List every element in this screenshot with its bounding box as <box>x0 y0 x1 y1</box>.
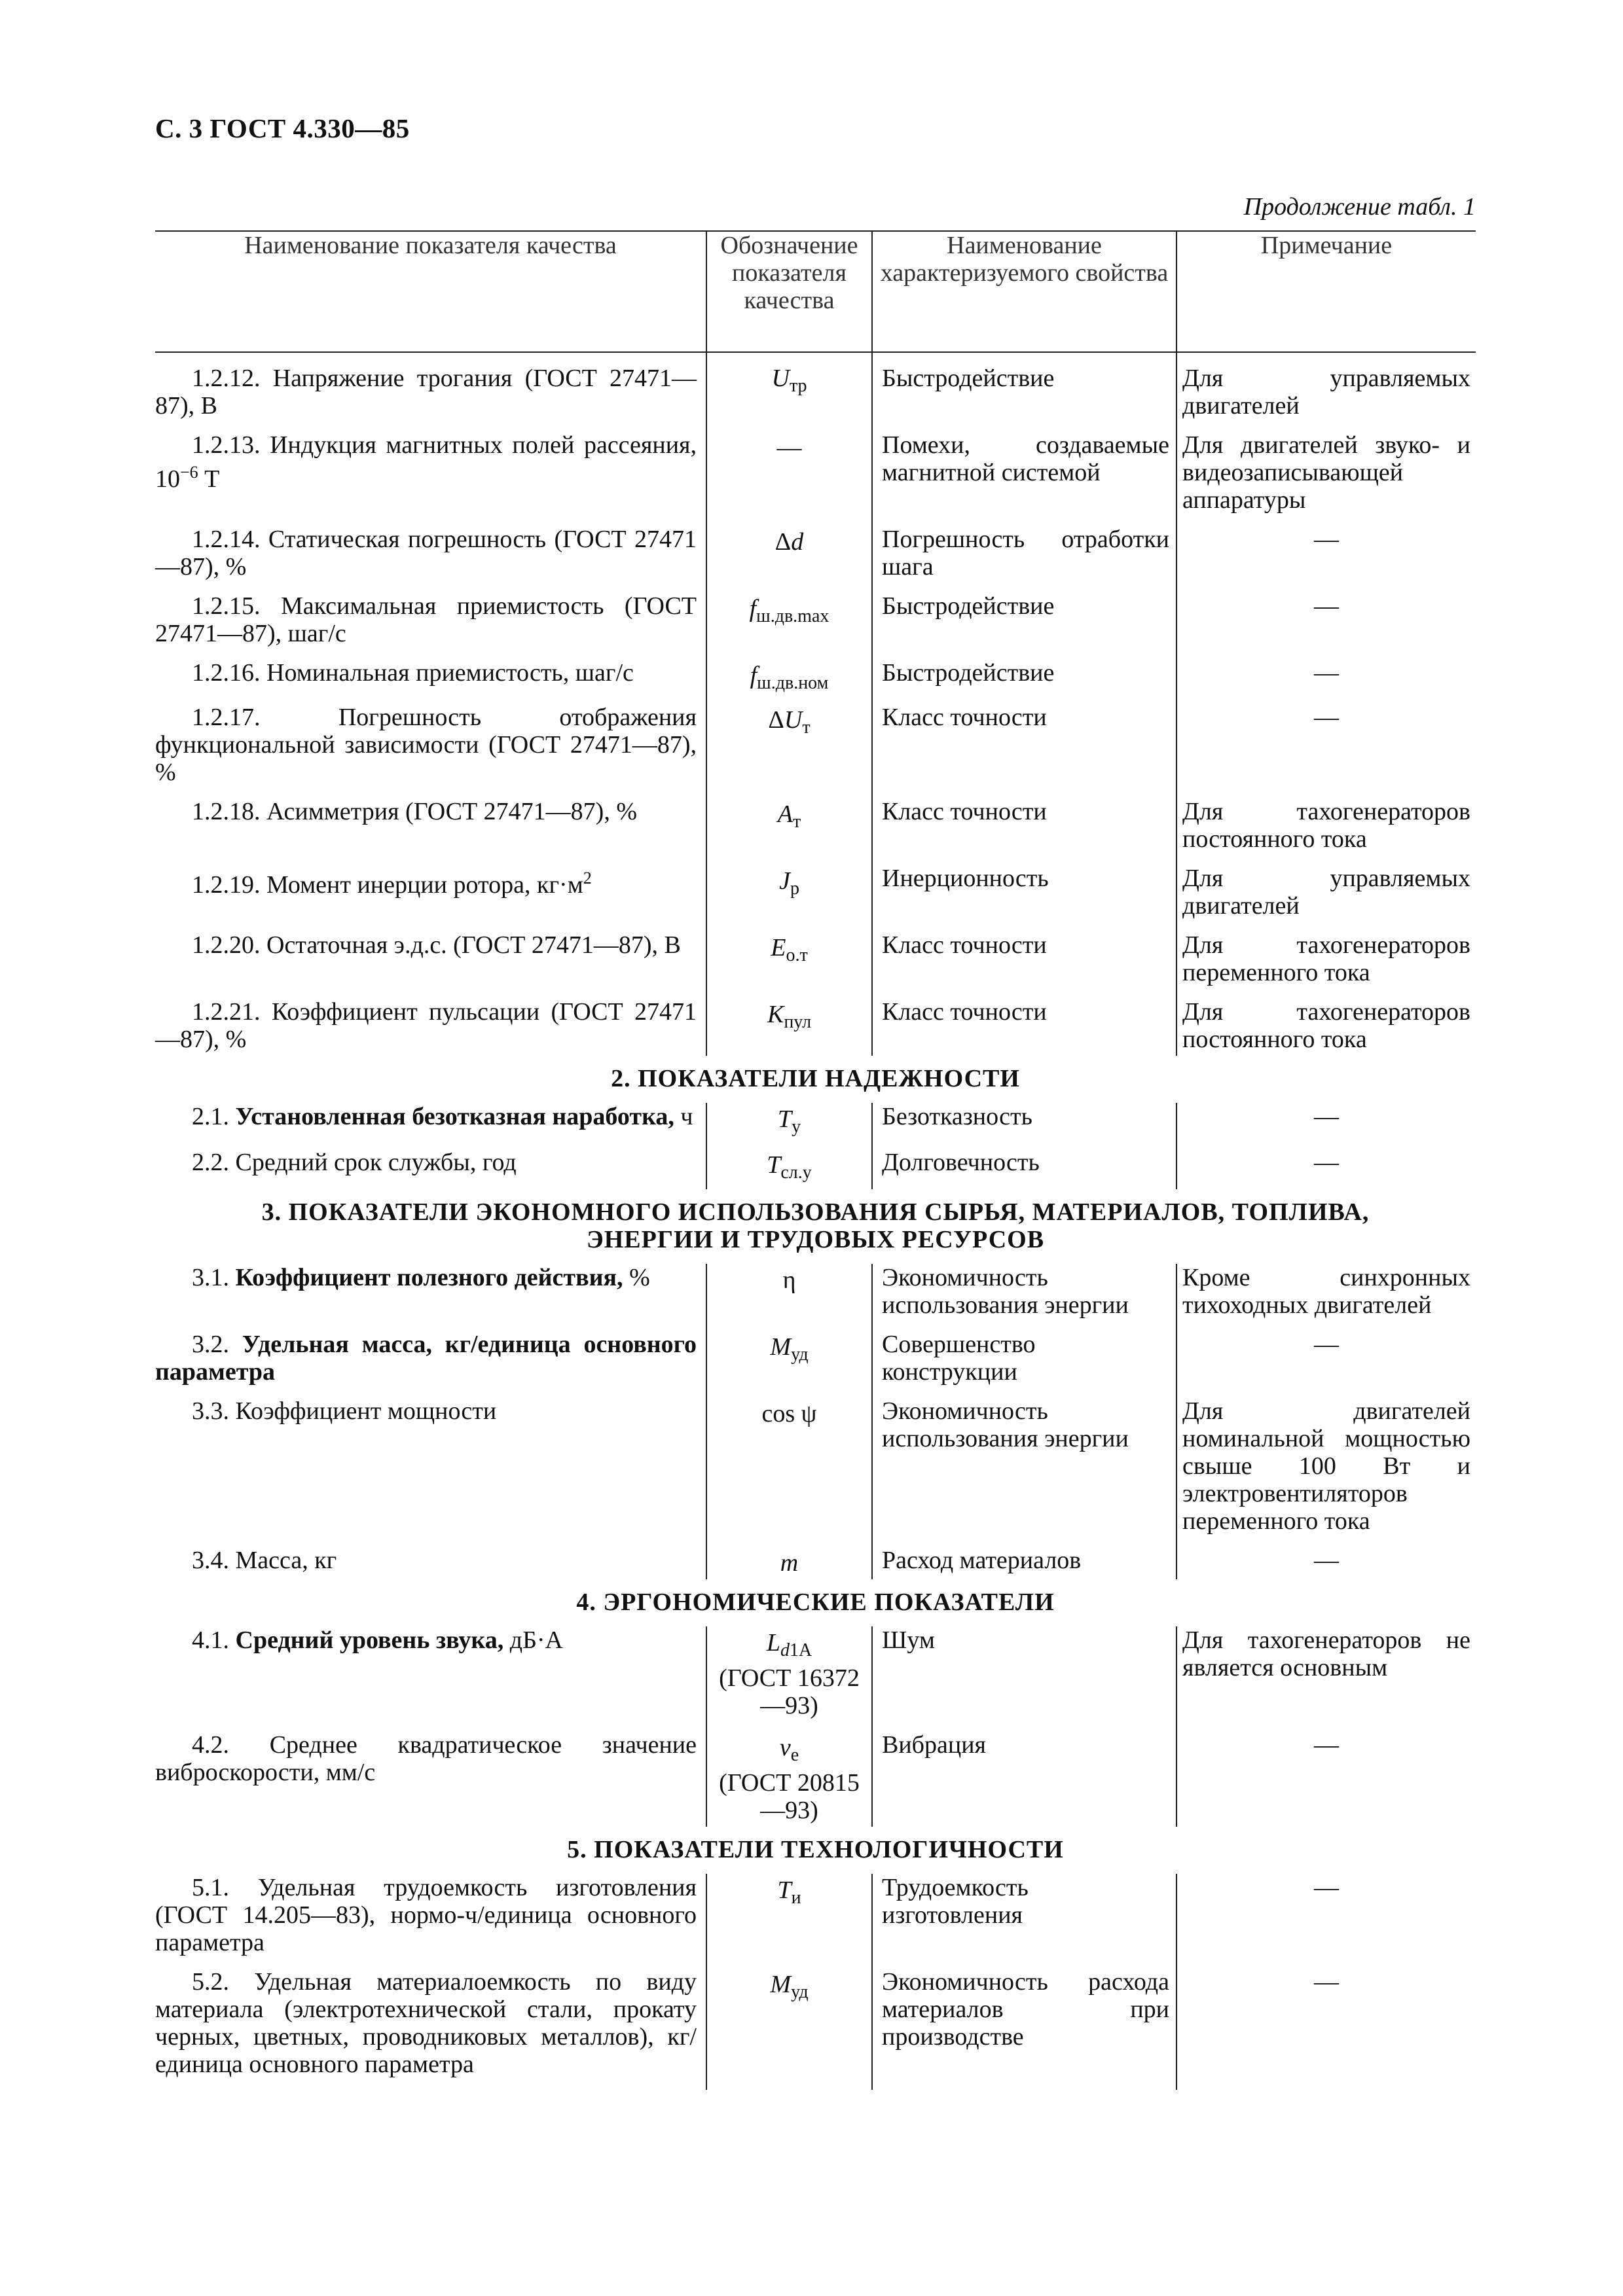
symbol-subscript: о.т <box>786 945 808 965</box>
note: Для тахогенераторов постоянного тока <box>1176 998 1476 1056</box>
property: Класс точности <box>872 798 1176 865</box>
table-row <box>155 1397 1476 1547</box>
table-row <box>155 865 1476 931</box>
symbol-main: f <box>749 595 757 622</box>
section-heading <box>155 1189 1476 1264</box>
indicator-text: Номинальная приемистость, шаг/с <box>266 659 634 687</box>
indicator-text: Максимальная приемистость (ГОСТ 27471—87), шаг/с <box>155 592 697 647</box>
indicator-symbol <box>706 1626 872 1731</box>
property: Класс точности <box>872 704 1176 798</box>
indicator-number: 3.3. <box>192 1397 229 1425</box>
unit: Т <box>198 465 220 493</box>
symbol-main: U <box>784 706 803 734</box>
section-heading-row <box>155 1056 1476 1103</box>
indicator-symbol: cos ψ <box>706 1397 872 1547</box>
symbol-subscript: уд <box>791 1344 809 1365</box>
symbol-main: T <box>777 1105 792 1133</box>
indicator-symbol <box>706 798 872 865</box>
table-row <box>155 1331 1476 1397</box>
indicator-name <box>155 592 706 659</box>
indicator-symbol <box>706 1731 872 1827</box>
table-row <box>155 798 1476 865</box>
indicator-name <box>155 526 706 592</box>
indicator-name <box>155 1547 706 1579</box>
table-row <box>155 1103 1476 1149</box>
indicator-text: Момент инерции ротора, кг·м <box>266 871 583 899</box>
indicator-text: Коэффициент мощности <box>235 1397 497 1425</box>
exponent: 2 <box>583 869 592 888</box>
indicator-text: Средний срок службы, год <box>235 1149 517 1176</box>
table-row <box>155 1547 1476 1579</box>
note: — <box>1176 1103 1476 1149</box>
indicator-number: 3.4. <box>192 1547 229 1574</box>
note: Для двигателей звуко- и видеозаписывающей аппаратуры <box>1176 431 1476 526</box>
indicator-number: 3.2. <box>192 1331 229 1358</box>
indicator-number: 1.2.19. <box>192 871 261 899</box>
property: Инерционность <box>872 865 1176 931</box>
indicator-number: 3.1. <box>192 1264 229 1291</box>
indicator-symbol <box>706 931 872 998</box>
symbol-main: K <box>767 1001 784 1028</box>
section-heading-line-2: ЭНЕРГИИ И ТРУДОВЫХ РЕСУРСОВ <box>586 1226 1045 1253</box>
indicator-number: 2.2. <box>192 1149 229 1176</box>
property: Долговечность <box>872 1149 1176 1189</box>
symbol-subscript: и <box>791 1888 801 1908</box>
property: Вибрация <box>872 1731 1176 1827</box>
indicator-name <box>155 1149 706 1189</box>
indicator-text: Статическая погрешность (ГОСТ 27471—87), % <box>155 526 697 581</box>
property: Класс точности <box>872 998 1176 1056</box>
indicator-symbol <box>706 526 872 592</box>
indicator-symbol <box>706 659 872 704</box>
indicator-name <box>155 1103 706 1149</box>
table-row <box>155 1149 1476 1189</box>
symbol-prefix: Δ <box>775 528 792 556</box>
property: Экономичность расхода материалов при производстве <box>872 1968 1176 2090</box>
symbol-main: E <box>771 934 786 961</box>
note: — <box>1176 1149 1476 1189</box>
table-header <box>155 231 1476 352</box>
symbol-main: J <box>779 867 790 895</box>
note: — <box>1176 526 1476 592</box>
property: Быстродействие <box>872 352 1176 431</box>
note: — <box>1176 1731 1476 1827</box>
indicator-number: 5.1. <box>192 1874 229 1901</box>
note: Для тахогенераторов не является основным <box>1176 1626 1476 1731</box>
note: — <box>1176 1968 1476 2090</box>
indicator-text: Установленная безотказная наработка, <box>235 1103 674 1130</box>
indicator-symbol <box>706 1968 872 2090</box>
table-row <box>155 431 1476 526</box>
indicator-number: 5.2. <box>192 1968 229 1996</box>
symbol-subscript: тр <box>789 376 807 396</box>
indicator-number: 1.2.21. <box>192 998 261 1026</box>
property: Расход материалов <box>872 1547 1176 1579</box>
table-row <box>155 1264 1476 1331</box>
indicator-name <box>155 1264 706 1331</box>
symbol-subscript: d <box>780 1640 790 1660</box>
indicator-text: Индукция магнитных полей рассеяния, 10 <box>155 431 697 493</box>
section-heading: 4. ЭРГОНОМИЧЕСКИЕ ПОКАЗАТЕЛИ <box>576 1588 1055 1616</box>
indicator-name <box>155 998 706 1056</box>
indicator-text: Масса, кг <box>235 1547 337 1574</box>
indicator-name <box>155 931 706 998</box>
symbol-subscript: ш.дв.max <box>756 606 830 626</box>
symbol-subscript: т <box>802 717 811 738</box>
indicator-number: 1.2.14. <box>192 526 261 553</box>
symbol-subscript: ш.дв.ном <box>757 673 829 693</box>
indicator-symbol <box>706 704 872 798</box>
property: Экономичность использования энергии <box>872 1397 1176 1547</box>
indicator-number: 4.1. <box>192 1626 229 1654</box>
property: Совершенство конструкции <box>872 1331 1176 1397</box>
indicator-text: Удельная материалоемкость по виду материала (электротехнической стали, прокату черных, цветных, проводниковых металлов), кг/единица основного параметра <box>155 1968 697 2078</box>
symbol-standard-ref: (ГОСТ 20815—93) <box>719 1769 860 1824</box>
table-row <box>155 526 1476 592</box>
quality-indicators-table <box>155 230 1476 2090</box>
section-heading-row <box>155 1579 1476 1626</box>
indicator-symbol <box>706 592 872 659</box>
column-header-property: Наименование характеризуемого свойства <box>872 231 1176 352</box>
unit: % <box>623 1264 650 1291</box>
indicator-symbol: — <box>706 431 872 526</box>
indicator-number: 1.2.16. <box>192 659 261 687</box>
indicator-number: 1.2.20. <box>192 931 261 959</box>
table-row <box>155 352 1476 431</box>
note: Для управляемых двигателей <box>1176 352 1476 431</box>
section-heading: 5. ПОКАЗАТЕЛИ ТЕХНОЛОГИЧНОСТИ <box>567 1836 1064 1863</box>
table-row <box>155 1731 1476 1827</box>
table-row <box>155 1874 1476 1968</box>
symbol-subscript: р <box>790 878 799 899</box>
indicator-name <box>155 798 706 865</box>
note: Для тахогенераторов переменного тока <box>1176 931 1476 998</box>
indicator-name <box>155 1397 706 1547</box>
property: Экономичность использования энергии <box>872 1264 1176 1331</box>
indicator-number: 1.2.18. <box>192 798 261 825</box>
symbol-main: T <box>767 1151 781 1179</box>
section-heading-row <box>155 1189 1476 1264</box>
indicator-symbol <box>706 1103 872 1149</box>
symbol-main: M <box>770 1971 792 1998</box>
table-row <box>155 704 1476 798</box>
property: Погрешность отработки шага <box>872 526 1176 592</box>
property: Класс точности <box>872 931 1176 998</box>
note: — <box>1176 1547 1476 1579</box>
property: Быстродействие <box>872 659 1176 704</box>
indicator-number: 1.2.17. <box>192 704 261 731</box>
table-row <box>155 931 1476 998</box>
property: Шум <box>872 1626 1176 1731</box>
indicator-symbol: m <box>706 1547 872 1579</box>
table-row <box>155 1968 1476 2090</box>
section-heading-line-1: 3. ПОКАЗАТЕЛИ ЭКОНОМНОГО ИСПОЛЬЗОВАНИЯ СЫРЬЯ, МАТЕРИАЛОВ, ТОПЛИВА, <box>261 1198 1370 1226</box>
note: Для управляемых двигателей <box>1176 865 1476 931</box>
indicator-number: 2.1. <box>192 1103 229 1130</box>
symbol-prefix: Δ <box>768 706 784 734</box>
indicator-number: 1.2.15. <box>192 592 261 620</box>
indicator-name <box>155 431 706 526</box>
indicator-symbol <box>706 1149 872 1189</box>
indicator-text: Остаточная э.д.с. (ГОСТ 27471—87), В <box>266 931 681 959</box>
column-header-symbol: Обозначение показателя качества <box>706 231 872 352</box>
indicator-symbol <box>706 1874 872 1968</box>
table-row <box>155 1626 1476 1731</box>
symbol-subscript: у <box>792 1117 801 1137</box>
indicator-name <box>155 704 706 798</box>
symbol-main: d <box>791 528 804 556</box>
table-row <box>155 592 1476 659</box>
indicator-text: Асимметрия (ГОСТ 27471—87), % <box>266 798 637 825</box>
symbol-subscript: т <box>792 812 801 832</box>
indicator-name <box>155 865 706 931</box>
indicator-name <box>155 659 706 704</box>
indicator-symbol <box>706 1331 872 1397</box>
indicator-text: Удельная трудоемкость изготовления (ГОСТ 14.205—83), нормо-ч/единица основного параметра <box>155 1874 697 1956</box>
property: Безотказность <box>872 1103 1176 1149</box>
symbol-main: v <box>779 1734 791 1761</box>
indicator-number: 4.2. <box>192 1731 229 1759</box>
indicator-text: Коэффициент полезного действия, <box>235 1264 623 1291</box>
note: — <box>1176 1331 1476 1397</box>
property: Трудоемкость изготовления <box>872 1874 1176 1968</box>
note: — <box>1176 1874 1476 1968</box>
indicator-text: Удельная масса, кг/единица основного параметра <box>155 1331 697 1386</box>
indicator-name <box>155 1874 706 1968</box>
indicator-name <box>155 1626 706 1731</box>
unit: дБ·А <box>503 1626 563 1654</box>
indicator-name <box>155 352 706 431</box>
indicator-text: Средний уровень звука, <box>235 1626 504 1654</box>
indicator-symbol <box>706 352 872 431</box>
indicator-text: Коэффициент пульсации (ГОСТ 27471—87), % <box>155 998 697 1053</box>
indicator-number: 1.2.13. <box>192 431 261 459</box>
note: — <box>1176 592 1476 659</box>
note: — <box>1176 704 1476 798</box>
indicator-symbol <box>706 865 872 931</box>
table-row <box>155 659 1476 704</box>
indicator-name <box>155 1331 706 1397</box>
symbol-main: M <box>770 1333 792 1361</box>
table-row <box>155 998 1476 1056</box>
note: — <box>1176 659 1476 704</box>
symbol-main: A <box>777 800 793 828</box>
symbol-subscript: сл.у <box>780 1162 812 1183</box>
property: Быстродействие <box>872 592 1176 659</box>
table-continuation-caption: Продолжение табл. 1 <box>1243 193 1476 221</box>
symbol-main: U <box>771 365 790 392</box>
column-header-note: Примечание <box>1176 231 1476 352</box>
indicator-text: Среднее квадратическое значение виброскорости, мм/с <box>155 1731 697 1786</box>
exponent: −6 <box>180 463 198 482</box>
note: Для тахогенераторов постоянного тока <box>1176 798 1476 865</box>
indicator-symbol <box>706 998 872 1056</box>
symbol-main: f <box>750 662 757 689</box>
section-heading-row <box>155 1827 1476 1874</box>
symbol-subscript: уд <box>791 1982 809 2002</box>
indicator-number: 1.2.12. <box>192 365 261 392</box>
indicator-text: Напряжение трогания (ГОСТ 27471—87), В <box>155 365 697 420</box>
indicator-symbol: η <box>706 1264 872 1331</box>
property: Помехи, создаваемые магнитной системой <box>872 431 1176 526</box>
symbol-subscript: е <box>790 1745 799 1765</box>
symbol-main: T <box>777 1876 792 1904</box>
page-title: С. 3 ГОСТ 4.330—85 <box>155 113 410 143</box>
note: Кроме синхронных тихоходных двигателей <box>1176 1264 1476 1331</box>
symbol-subscript-2: 1A <box>789 1640 812 1660</box>
note: Для двигателей номинальной мощностью свыше 100 Вт и электровентиляторов переменного тока <box>1176 1397 1476 1547</box>
indicator-text: Погрешность отображения функциональной зависимости (ГОСТ 27471—87), % <box>155 704 697 786</box>
section-heading: 2. ПОКАЗАТЕЛИ НАДЕЖНОСТИ <box>611 1065 1020 1092</box>
column-header-name: Наименование показателя качества <box>244 232 617 259</box>
indicator-name <box>155 1968 706 2090</box>
indicator-name <box>155 1731 706 1827</box>
unit: ч <box>674 1103 693 1130</box>
symbol-subscript: пул <box>784 1012 812 1032</box>
symbol-main: L <box>766 1629 780 1657</box>
symbol-standard-ref: (ГОСТ 16372—93) <box>719 1664 860 1719</box>
